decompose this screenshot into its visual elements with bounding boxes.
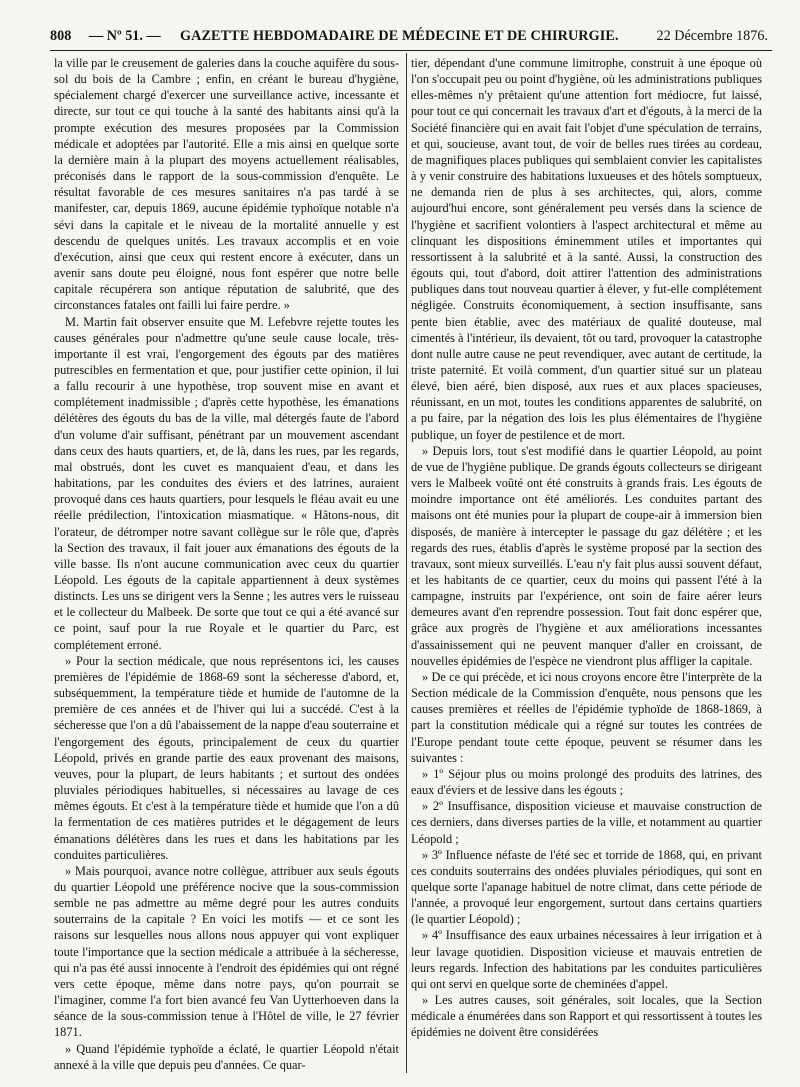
journal-title: GAZETTE HEBDOMADAIRE DE MÉDECINE ET DE CHIRURGIE. <box>180 28 619 44</box>
column-divider <box>406 53 407 1073</box>
page-number: 808 <box>50 28 72 44</box>
header-rule <box>50 50 772 51</box>
paragraph: tier, dépendant d'une commune limitrophe, construit à une époque où l'on s'occupait peu ou point d'hygiène, où les administrations publiques elles-mêmes n'y prêtaient qu'une attention fort médiocre, fut laissé, pour tout ce qui concernait les travaux d'art et d'égouts, à la merci de la Société financière qui en avait fait l'objet d'une spéculation de terrains, et qui, soucieuse, avant tout, de voir de belles rues tirées au cordeau, de magnifiques places publiques qui semblaient convier les capitalistes à y venir construire des habitations luxueuses et des hôtels somptueux, ne demanda rien de plus à ses architectes, qui, alors, comme aujourd'hui encore, sont généralement peu versés dans la science de l'hygiène et sacrifient volontiers à l'aspect architectural et même au clinquant les dispositions éminemment utiles et importantes qui ressortissent à la salubrité et à la santé. Aussi, la construction des égouts qui, tout d'abord, doit attirer l'attention des administrations publiques dans tout nouveau quartier à élever, y fut-elle complétement négligée. Construits économiquement, à section insuffisante, sans pente bien établie, avec des matériaux de qualité douteuse, mal cimentés à l'intérieur, ils devaient, tôt ou tard, provoquer la catastrophe dont nulle autre cause ne peut revendiquer, avec autant de certitude, la triste paternité. Et voilà comment, d'un quartier situé sur un plateau élevé, bien aéré, bien disposé, aux rues et aux places spacieuses, réunissant, en un mot, toutes les conditions apparentes de salubrité, on a pu faire, par la négation des lois les plus élémentaires de l'hygiène publique, un foyer de pestilence et de mort. <box>411 56 762 442</box>
list-item: » 1º Séjour plus ou moins prolongé des produits des latrines, des eaux d'éviers et de lessive dans les égouts ; <box>411 766 762 798</box>
paragraph: » De ce qui précède, et ici nous croyons encore être l'interprète de la Section médicale de la Commission d'enquête, nous pensons que les causes premières et réelles de l'épidémie typhoïde de 1868-1869, à part la constitution médicale qui a régné sur toutes les contrées de l'Europe pendant toute cette époque, peuvent se résumer dans les suivantes : <box>411 669 762 765</box>
paragraph: » Les autres causes, soit générales, soit locales, que la Section médicale a énumérées dans son Rapport et qui ressortissent à toutes les épidémies ne doivent être considérées <box>411 993 762 1040</box>
paragraph: la ville par le creusement de galeries dans la couche aquifère du sous-sol du bois de la Cambre ; enfin, en créant le bureau d'hygiène, spécialement chargé d'exercer une surveillance active, incessante et directe, sur tout ce qui touche à la santé des habitants ainsi qu'à la prompte exécution des mesures proposées par la Commission médicale et adoptées par l'autorité. Elle a mis ainsi en quelque sorte la dernière main à la plupart des moyens actuellement réalisables, préconisés dans le rapport de la sous-commission d'enquête. Le résultat favorable de ces mesures sanitaires n'a pas tardé à se manifester, car, depuis 1869, aucune épidémie typhoïque notable n'a sévi dans la capitale et le niveau de la mortalité annuelle y est descendu de quelques unités. Les travaux accomplis et en voie d'exécution, ainsi que ceux qui restent encore à exécuter, dans un avenir sans doute peu éloigné, nous font espérer que notre belle capitale récupérera son antique réputation de salubrité, que des circonstances fatales ont failli lui faire perdre. » <box>54 56 399 313</box>
issue-date: 22 Décembre 1876. <box>656 28 768 44</box>
list-item: » 4º Insuffisance des eaux urbaines nécessaires à leur irrigation et à leur lavage quotidien. Disposition vicieuse et mauvais entretien de leurs regards. Infection des habitations par les conduites particulières qui ont servi en quelque sorte de cheminées d'appel. <box>411 928 762 991</box>
right-column <box>411 55 762 1073</box>
paragraph: » Pour la section médicale, que nous représentons ici, les causes premières de l'épidémie de 1868-69 sont la sécheresse d'abord, et, subséquemment, la température tiède et humide de l'automne de la première de ces années et de l'hiver qui lui a succédé. C'est à la sécheresse que l'on a dû l'abaissement de la nappe d'eau souterraine et l'engorgement des égouts, principalement de ceux du quartier Léopold, privés en grande partie des eaux provenant des maisons, veuves, pour la plupart, de leurs habitants ; et surtout des ondées pluviales périodiques habituelles, si nécessaires au lavage de ces mêmes égouts. Et c'est à la température tiède et humide que l'on a dû la fermentation de ces matières putrides et le dégagement de leurs émanations délétères dans les rues et dans les habitations par les conduites particulières. <box>54 653 399 862</box>
paragraph: » Mais pourquoi, avance notre collègue, attribuer aux seuls égouts du quartier Léopold une préférence nocive que la sous-commission semble ne pas admettre au même degré pour les autres conduits souterrains de la capitale ? En voici les motifs — et ce sont les raisons sur lesquelles nous allons nous appuyer qui vont expliquer toute l'importance que la section médicale a attribuée à la sécheresse, qui n'a pas été aussi innocente à l'endroit des épidémies qui ont régné vers cette époque, même dans notre pays, qu'on pourrait se l'imaginer, comme l'a fort bien avancé feu Van Uytterhoeven dans la séance de la sous-commission tenue à l'Hôtel de ville, le 27 février 1871. <box>54 863 399 1040</box>
paragraph: M. Martin fait observer ensuite que M. Lefebvre rejette toutes les causes générales pour n'admettre qu'une seule cause locale, très-importante il est vrai, l'engorgement des égouts par des matières putrescibles en fermentation et que, pour justifier cette opinion, il lui a fallu recourir à une hypothèse, trop souvent mise en avant et complétement inadmissible ; d'après cette hypothèse, les émanations délétères des égouts du bas de la ville, mal détergés faute de l'abord d'un volume d'air suffisant, pénétrant par un mouvement ascendant dans ceux des hauts quartiers, et, de là, dans les rues, par les regards, mal obstrués, dont les cuvet es manquaient d'eau, et dans les habitations, par les conduites des éviers et des latrines, auraient provoqué dans ces hauts quartiers, pour lesquels le fléau avait eu une réelle prédilection, l'intoxication miasmatique. « Hâtons-nous, dit l'orateur, de détromper notre savant collègue sur le rôle que, d'après la Section des travaux, il fait jouer aux émanations des égouts de la ville basse. Ils n'ont aucune communication avec ceux du quartier Léopold. Les égouts de la capitale appartiennent à deux systèmes distincts. Les uns se dirigent vers la Senne ; les autres vers le ruisseau et le collecteur du Malbeek. De sorte que tout ce qui a été avancé sur ce point, sauf pour la rue Royale et le quartier du Parc, est complétement erroné. <box>54 314 399 652</box>
issue-number: — Nº 51. — <box>89 28 161 44</box>
running-header <box>50 24 772 48</box>
paragraph: » Quand l'épidémie typhoïde a éclaté, le quartier Léopold n'était annexé à la ville que depuis peu d'années. Ce quar- <box>54 1041 399 1072</box>
list-item: » 2º Insuffisance, disposition vicieuse et mauvaise construction de ces derniers, dans diverses parties de la ville, et notamment au quartier Léopold ; <box>411 799 762 846</box>
left-column <box>54 55 399 1073</box>
paragraph: » Depuis lors, tout s'est modifié dans le quartier Léopold, au point de vue de l'hygiène publique. De grands égouts collecteurs se dirigeant vers le Malbeek voûté ont été construits à grands frais. Les égouts de moindre importance ont été améliorés. Les conduites partant des maisons ont été munies pour la plupart de coupe-air à immersion bien disposés, de manière à intercepter le passage du gaz délétère ; et les regards des rues, établis d'après le système proposé par la section des travaux, sont mieux surveillés. L'eau n'y fait plus aussi souvent défaut, et les habitants de ce quartier, ceux du moins qui passent l'été à la campagne, instruits par l'expérience, ont soin de faire aérer leurs demeures avant d'en reprendre possession. Tout fait donc espérer que, grâce aux progrès de l'hygiène et aux améliorations incessantes d'assainissement qui ne peuvent manquer d'aller en croissant, de nouvelles épidémies de l'espèce ne viendront plus affliger la capitale. <box>411 443 762 668</box>
list-item: » 3º Influence néfaste de l'été sec et torride de 1868, qui, en privant ces conduits souterrains des ondées pluviales périodiques, qui sont en quelque sorte l'apanage habituel de notre climat, dans cette période de l'année, a provoqué leur engorgement, surtout dans certains quartiers (le quartier Léopold) ; <box>411 847 762 927</box>
